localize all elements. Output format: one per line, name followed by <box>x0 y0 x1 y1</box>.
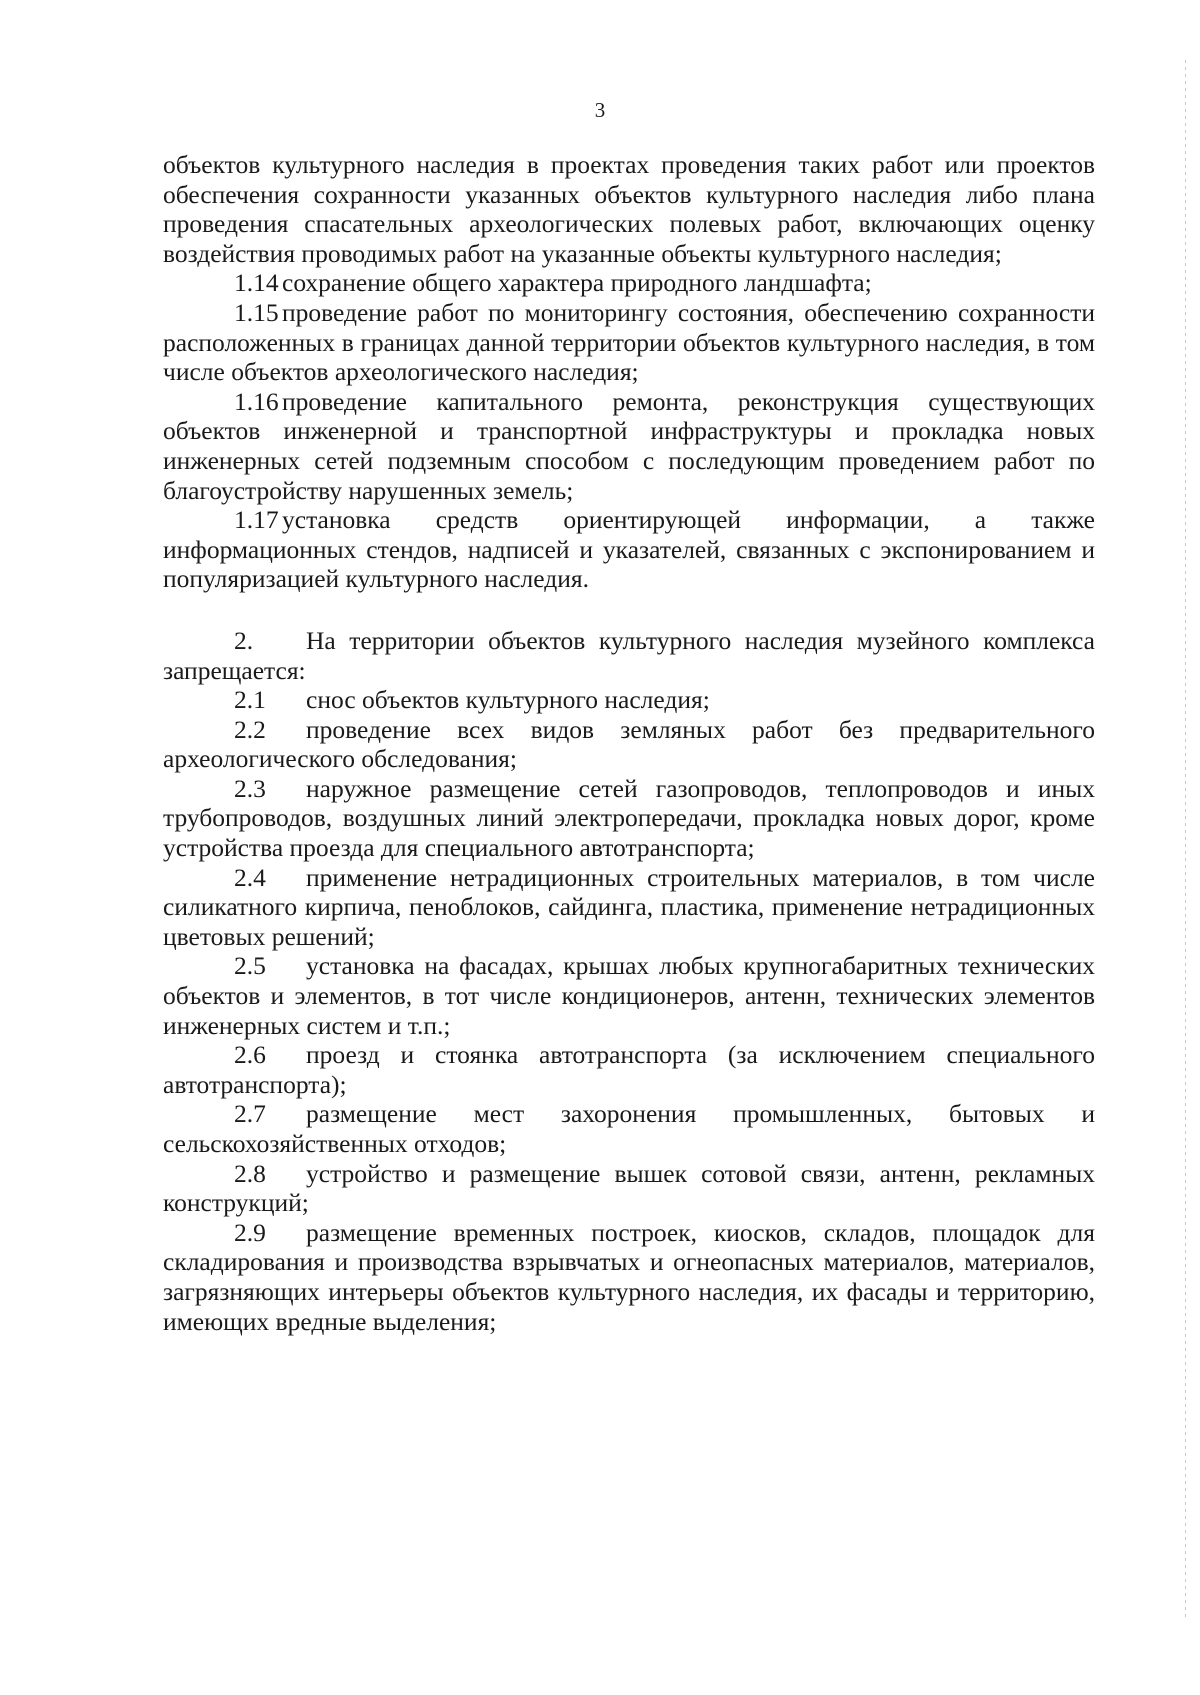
list-item <box>163 951 1095 1040</box>
item-number: 2.9 <box>234 1217 266 1247</box>
list-item <box>163 1040 1095 1099</box>
item-number: 2.4 <box>234 862 266 892</box>
item-number: 2.8 <box>234 1158 266 1188</box>
list-item <box>163 1159 1095 1218</box>
item-number: 1.15 <box>234 297 279 327</box>
list-item <box>163 863 1095 952</box>
list-item <box>163 715 1095 774</box>
list-item <box>163 268 1095 298</box>
item-number: 1.14 <box>234 268 279 298</box>
item-text: проведение капитального ремонта, реконструкция существующих объектов инженерной и транспортной инфраструктуры и прокладка новых инженерных сетей подземным способом с последующим проведением работ по благоустройству нарушенных земель; <box>163 386 1095 505</box>
item-text: снос объектов культурного наследия; <box>306 685 710 715</box>
item-text: установка на фасадах, крышах любых крупногабаритных технических объектов и элементов, в тот числе кондиционеров, антенн, технических элементов инженерных систем и т.п.; <box>163 951 1095 1040</box>
list-item <box>163 387 1095 505</box>
item-text: проезд и стоянка автотранспорта (за исключением специального автотранспорта); <box>163 1040 1095 1099</box>
item-number: 2.7 <box>234 1099 266 1129</box>
item-text: размещение временных построек, киосков, складов, площадок для складирования и производства взрывчатых и огнеопасных материалов, материалов, загрязняющих интерьеры объектов культурного наследия, их фасады и территорию, имеющих вредные выделения; <box>163 1217 1095 1336</box>
list-item <box>163 685 1095 715</box>
item-text: применение нетрадиционных строительных материалов, в том числе силикатного кирпича, пеноблоков, сайдинга, пластика, применение нетрадиционных цветовых решений; <box>163 862 1095 951</box>
section-1-list <box>163 268 1095 594</box>
section-heading-text: На территории объектов культурного наследия музейного комплекса запрещается: <box>163 625 1095 685</box>
item-number: 1.17 <box>234 505 279 535</box>
item-text: сохранение общего характера природного ландшафта; <box>282 268 872 298</box>
scan-edge-artifact <box>1185 60 1186 1620</box>
section-spacer <box>163 594 1095 626</box>
item-text: размещение мест захоронения промышленных, бытовых и сельскохозяйственных отходов; <box>163 1099 1095 1158</box>
list-item <box>163 1218 1095 1336</box>
item-number: 1.16 <box>234 386 279 416</box>
item-number: 2.1 <box>234 685 266 715</box>
item-number: 2.6 <box>234 1040 266 1070</box>
page-number: 3 <box>594 98 606 122</box>
item-number: 2.3 <box>234 773 266 803</box>
item-number: 2.2 <box>234 714 266 744</box>
section-2 <box>163 626 1095 1336</box>
document-body <box>163 150 1095 1336</box>
list-item <box>163 774 1095 863</box>
item-text: установка средств ориентирующей информации, а также информационных стендов, надписей и указателей, связанных с экспонированием и популяризацией культурного наследия. <box>163 505 1095 594</box>
item-text: наружное размещение сетей газопроводов, теплопроводов и иных трубопроводов, воздушных линий электропередачи, прокладка новых дорог, кроме устройства проезда для специального автотранспорта; <box>163 773 1095 863</box>
item-number: 2.5 <box>234 951 266 981</box>
section-number: 2. <box>234 625 254 655</box>
item-text: устройство и размещение вышек сотовой связи, антенн, рекламных конструкций; <box>163 1158 1095 1218</box>
list-item <box>163 505 1095 594</box>
list-item <box>163 298 1095 387</box>
item-text: проведение всех видов земляных работ без предварительного археологического обследования; <box>163 714 1095 774</box>
intro-paragraph: объектов культурного наследия в проектах проведения таких работ или проектов обеспечения сохранности указанных объектов культурного наследия либо плана проведения спасательных археологических полевых работ, включающих оценку воздействия проводимых работ на указанные объекты культурного наследия; <box>163 150 1095 268</box>
list-item <box>163 1099 1095 1158</box>
section-2-heading <box>163 626 1095 685</box>
item-text: проведение работ по мониторингу состояния, обеспечению сохранности расположенных в границах данной территории объектов культурного наследия, в том числе объектов археологического наследия; <box>163 297 1095 387</box>
